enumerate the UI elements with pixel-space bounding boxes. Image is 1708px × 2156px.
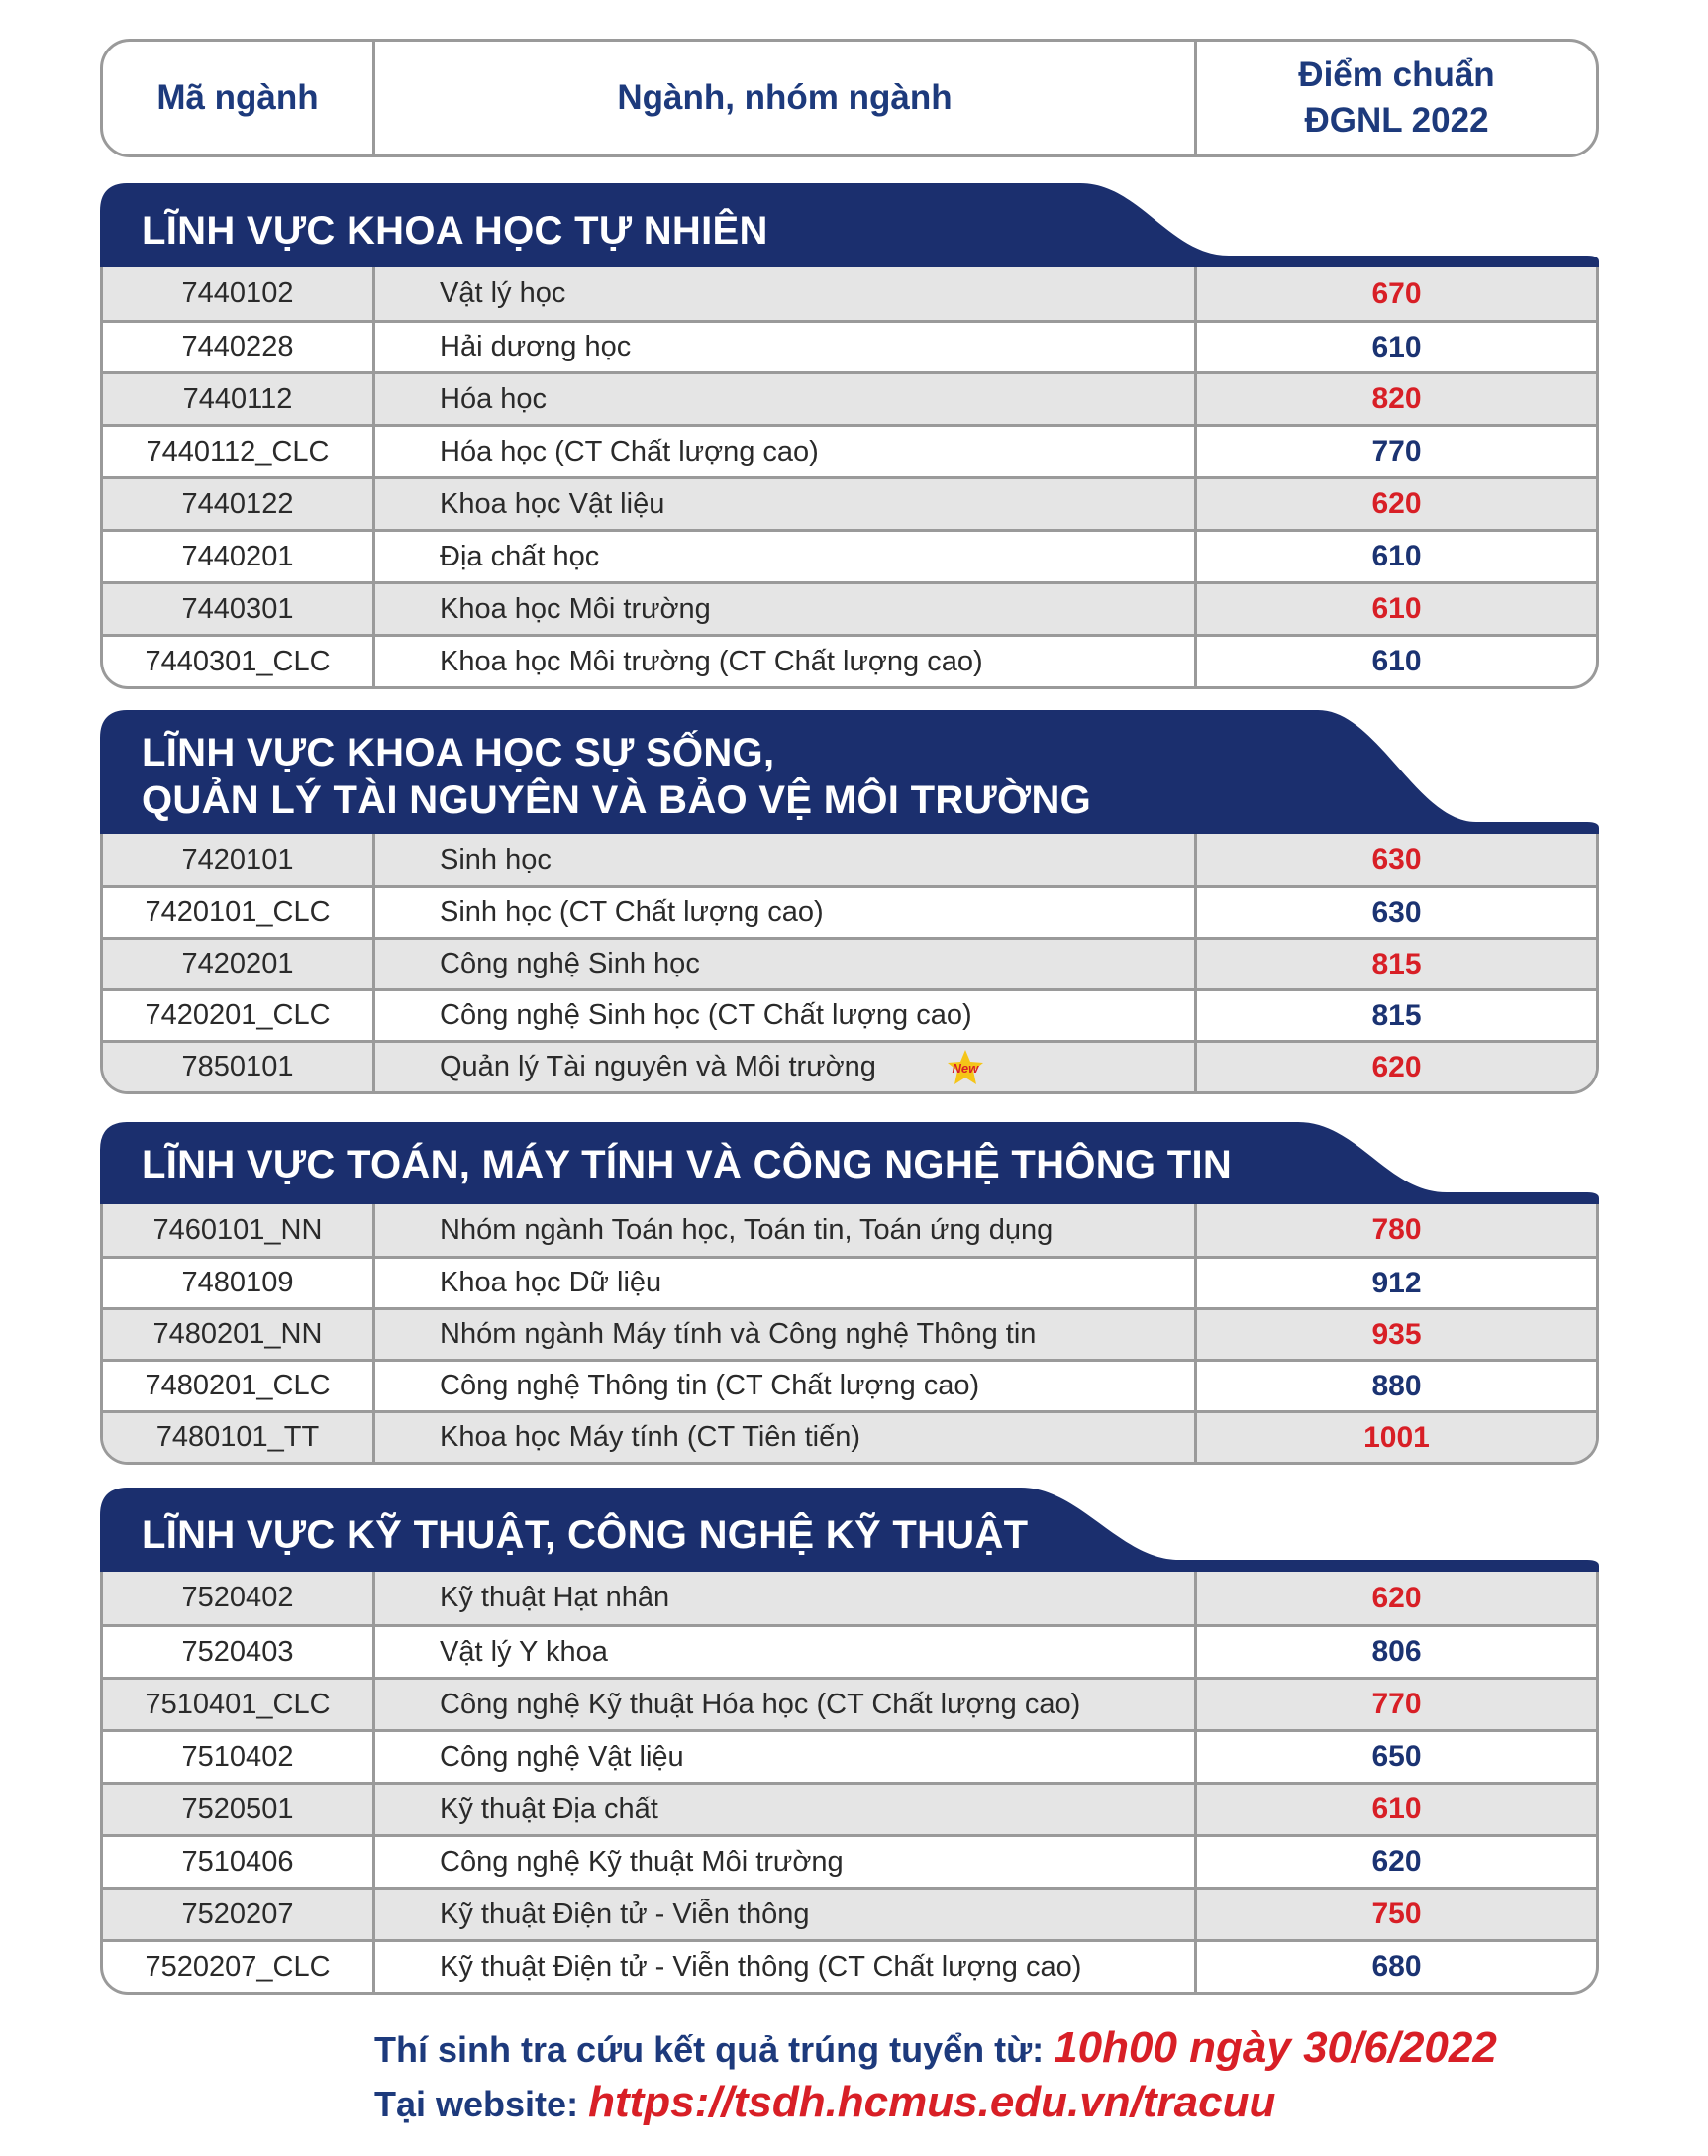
header-code: Mã ngành bbox=[103, 42, 375, 154]
major-code: 7420201 bbox=[103, 940, 375, 988]
admission-score: 935 bbox=[1371, 1317, 1422, 1351]
major-name-text: Hải dương học bbox=[440, 331, 632, 362]
admission-score: 806 bbox=[1371, 1635, 1422, 1668]
major-code: 7520403 bbox=[103, 1627, 375, 1677]
section-2 bbox=[100, 710, 1599, 1094]
major-code: 7440301 bbox=[103, 584, 375, 634]
major-name-text: Công nghệ Kỹ thuật Hóa học (CT Chất lượng cao) bbox=[440, 1688, 1081, 1720]
major-name bbox=[375, 1572, 1197, 1624]
table-row bbox=[103, 634, 1596, 686]
major-name-text: Công nghệ Thông tin (CT Chất lượng cao) bbox=[440, 1370, 980, 1401]
major-code: 7480109 bbox=[103, 1259, 375, 1307]
table-row bbox=[103, 1834, 1596, 1887]
admission-score: 610 bbox=[1371, 645, 1422, 677]
major-name bbox=[375, 1680, 1197, 1729]
admission-score: 610 bbox=[1371, 330, 1422, 363]
major-name-text: Sinh học bbox=[440, 843, 552, 875]
major-name bbox=[375, 834, 1197, 885]
major-code: 7440301_CLC bbox=[103, 637, 375, 686]
admission-score: 750 bbox=[1371, 1898, 1422, 1930]
table-row bbox=[103, 834, 1596, 885]
section-table bbox=[100, 267, 1599, 689]
admission-score: 815 bbox=[1371, 947, 1422, 980]
header-score bbox=[1197, 42, 1596, 154]
table-row bbox=[103, 267, 1596, 320]
table-row bbox=[103, 476, 1596, 529]
table-row bbox=[103, 1410, 1596, 1462]
major-code: 7510401_CLC bbox=[103, 1680, 375, 1729]
header-score-line1: Điểm chuẩn bbox=[1298, 55, 1495, 94]
major-name-text: Hóa học bbox=[440, 382, 548, 415]
major-code: 7480201_NN bbox=[103, 1310, 375, 1359]
major-code: 7510406 bbox=[103, 1837, 375, 1887]
table-row bbox=[103, 1307, 1596, 1359]
major-name bbox=[375, 1837, 1197, 1887]
new-badge-text: New bbox=[952, 1060, 979, 1076]
admission-score: 1001 bbox=[1363, 1420, 1430, 1454]
section-table bbox=[100, 834, 1599, 1094]
major-name bbox=[375, 888, 1197, 937]
section-title: LĨNH VỰC KHOA HỌC TỰ NHIÊN bbox=[142, 209, 768, 253]
major-name-text: Khoa học Máy tính (CT Tiên tiến) bbox=[440, 1421, 861, 1453]
major-code: 7420101_CLC bbox=[103, 888, 375, 937]
footer-line-2 bbox=[374, 2078, 1275, 2127]
major-code: 7420201_CLC bbox=[103, 991, 375, 1040]
admission-score: 620 bbox=[1371, 1050, 1422, 1083]
major-name-text: Khoa học Dữ liệu bbox=[440, 1267, 662, 1298]
table-row bbox=[103, 320, 1596, 371]
major-name-text: Địa chất học bbox=[440, 540, 600, 572]
admission-score: 610 bbox=[1371, 592, 1422, 625]
major-name bbox=[375, 532, 1197, 581]
admission-score: 650 bbox=[1371, 1740, 1422, 1773]
section-title: LĨNH VỰC TOÁN, MÁY TÍNH VÀ CÔNG NGHỆ THÔNG TIN bbox=[142, 1143, 1233, 1186]
major-name-text: Công nghệ Kỹ thuật Môi trường bbox=[440, 1845, 844, 1878]
major-name bbox=[375, 1942, 1197, 1992]
section-title: QUẢN LÝ TÀI NGUYÊN VÀ BẢO VỆ MÔI TRƯỜNG bbox=[142, 778, 1092, 822]
section-title: LĨNH VỰC KỸ THUẬT, CÔNG NGHỆ KỸ THUẬT bbox=[142, 1513, 1029, 1557]
major-code: 7440201 bbox=[103, 532, 375, 581]
major-code: 7480201_CLC bbox=[103, 1362, 375, 1410]
major-name bbox=[375, 940, 1197, 988]
admission-score: 630 bbox=[1371, 843, 1422, 875]
table-row bbox=[103, 1729, 1596, 1782]
major-code: 7480101_TT bbox=[103, 1413, 375, 1462]
major-code: 7440112_CLC bbox=[103, 427, 375, 476]
footer-website-link[interactable]: https://tsdh.hcmus.edu.vn/tracuu bbox=[588, 2078, 1276, 2126]
admission-score: 620 bbox=[1371, 1581, 1422, 1614]
table-row bbox=[103, 1040, 1596, 1091]
table-row bbox=[103, 1256, 1596, 1307]
table-row bbox=[103, 581, 1596, 634]
table-row bbox=[103, 885, 1596, 937]
table-row bbox=[103, 1624, 1596, 1677]
section-banner bbox=[100, 1488, 1599, 1572]
table-row bbox=[103, 529, 1596, 581]
major-name-text: Vật lý Y khoa bbox=[440, 1635, 608, 1668]
table-row bbox=[103, 1572, 1596, 1624]
admission-score: 670 bbox=[1371, 276, 1422, 310]
admission-score: 815 bbox=[1371, 998, 1422, 1032]
footer-lookup-time: 10h00 ngày 30/6/2022 bbox=[1054, 2023, 1497, 2072]
admission-score: 820 bbox=[1371, 382, 1422, 415]
major-name bbox=[375, 267, 1197, 320]
footer-line-1 bbox=[374, 2023, 1497, 2073]
section-4 bbox=[100, 1488, 1599, 1995]
admission-score: 630 bbox=[1371, 895, 1422, 929]
section-table bbox=[100, 1572, 1599, 1995]
major-name bbox=[375, 1785, 1197, 1834]
major-code: 7520207 bbox=[103, 1890, 375, 1939]
admission-score: 610 bbox=[1371, 540, 1422, 572]
admission-score: 770 bbox=[1371, 1688, 1422, 1720]
major-name-text: Công nghệ Vật liệu bbox=[440, 1740, 684, 1773]
major-code: 7420101 bbox=[103, 834, 375, 885]
admission-score: 780 bbox=[1371, 1213, 1422, 1246]
major-name-text: Khoa học Vật liệu bbox=[440, 487, 665, 520]
section-banner bbox=[100, 183, 1599, 267]
section-3 bbox=[100, 1122, 1599, 1465]
major-name bbox=[375, 479, 1197, 529]
major-name bbox=[375, 427, 1197, 476]
major-name bbox=[375, 1362, 1197, 1410]
major-name-text: Kỹ thuật Điện tử - Viễn thông (CT Chất lượng cao) bbox=[440, 1950, 1082, 1983]
major-name-text: Nhóm ngành Toán học, Toán tin, Toán ứng dụng bbox=[440, 1213, 1054, 1246]
admission-score: 610 bbox=[1371, 1793, 1422, 1825]
admission-score: 620 bbox=[1371, 487, 1422, 520]
major-name bbox=[375, 1732, 1197, 1782]
table-row bbox=[103, 371, 1596, 424]
section-table bbox=[100, 1204, 1599, 1465]
major-name bbox=[375, 1627, 1197, 1677]
table-row bbox=[103, 988, 1596, 1040]
table-row bbox=[103, 937, 1596, 988]
header-score-line2: ĐGNL 2022 bbox=[1304, 101, 1489, 140]
admission-score: 680 bbox=[1371, 1950, 1422, 1983]
table-row bbox=[103, 1887, 1596, 1939]
major-code: 7460101_NN bbox=[103, 1204, 375, 1256]
major-name-text: Kỹ thuật Địa chất bbox=[440, 1793, 658, 1825]
major-name bbox=[375, 1204, 1197, 1256]
table-row bbox=[103, 1204, 1596, 1256]
major-code: 7440102 bbox=[103, 267, 375, 320]
major-name bbox=[375, 1413, 1197, 1462]
major-name-text: Khoa học Môi trường bbox=[440, 592, 711, 625]
major-name-text: Khoa học Môi trường (CT Chất lượng cao) bbox=[440, 645, 983, 677]
major-name-text: Kỹ thuật Điện tử - Viễn thông bbox=[440, 1898, 810, 1930]
major-name bbox=[375, 1310, 1197, 1359]
table-row bbox=[103, 1359, 1596, 1410]
major-name-text: Kỹ thuật Hạt nhân bbox=[440, 1582, 670, 1613]
major-name-text: Sinh học (CT Chất lượng cao) bbox=[440, 896, 824, 928]
major-code: 7520501 bbox=[103, 1785, 375, 1834]
major-code: 7520207_CLC bbox=[103, 1942, 375, 1992]
major-code: 7440112 bbox=[103, 374, 375, 424]
footer-lookup-label: Thí sinh tra cứu kết quả trúng tuyển từ: bbox=[374, 2029, 1055, 2070]
major-code: 7850101 bbox=[103, 1043, 375, 1091]
major-name bbox=[375, 991, 1197, 1040]
major-code: 7440122 bbox=[103, 479, 375, 529]
admission-score: 620 bbox=[1371, 1845, 1422, 1878]
section-banner bbox=[100, 710, 1599, 834]
major-name bbox=[375, 584, 1197, 634]
section-banner bbox=[100, 1122, 1599, 1204]
major-name bbox=[375, 323, 1197, 371]
major-name-text: Công nghệ Sinh học (CT Chất lượng cao) bbox=[440, 999, 972, 1031]
major-name-text: Nhóm ngành Máy tính và Công nghệ Thông tin bbox=[440, 1318, 1037, 1350]
major-name-text: Vật lý học bbox=[440, 277, 566, 309]
section-1 bbox=[100, 183, 1599, 689]
major-code: 7520402 bbox=[103, 1572, 375, 1624]
major-name-text: Quản lý Tài nguyên và Môi trường bbox=[440, 1051, 876, 1082]
admission-score: 912 bbox=[1371, 1266, 1422, 1299]
table-row bbox=[103, 424, 1596, 476]
table-header bbox=[100, 39, 1599, 157]
major-name-text: Hóa học (CT Chất lượng cao) bbox=[440, 435, 819, 467]
table-row bbox=[103, 1939, 1596, 1992]
major-code: 7440228 bbox=[103, 323, 375, 371]
new-star-icon bbox=[946, 1048, 985, 1087]
table-row bbox=[103, 1782, 1596, 1834]
admission-score: 770 bbox=[1371, 435, 1422, 467]
major-name bbox=[375, 637, 1197, 686]
major-name bbox=[375, 1043, 1197, 1091]
major-name bbox=[375, 1890, 1197, 1939]
major-name bbox=[375, 374, 1197, 424]
section-title: LĨNH VỰC KHOA HỌC SỰ SỐNG, bbox=[142, 731, 775, 774]
footer-website-label: Tại website: bbox=[374, 2084, 589, 2124]
major-name bbox=[375, 1259, 1197, 1307]
major-name-text: Công nghệ Sinh học bbox=[440, 948, 700, 979]
table-row bbox=[103, 1677, 1596, 1729]
header-major: Ngành, nhóm ngành bbox=[375, 42, 1197, 154]
admission-score: 880 bbox=[1371, 1369, 1422, 1402]
major-code: 7510402 bbox=[103, 1732, 375, 1782]
